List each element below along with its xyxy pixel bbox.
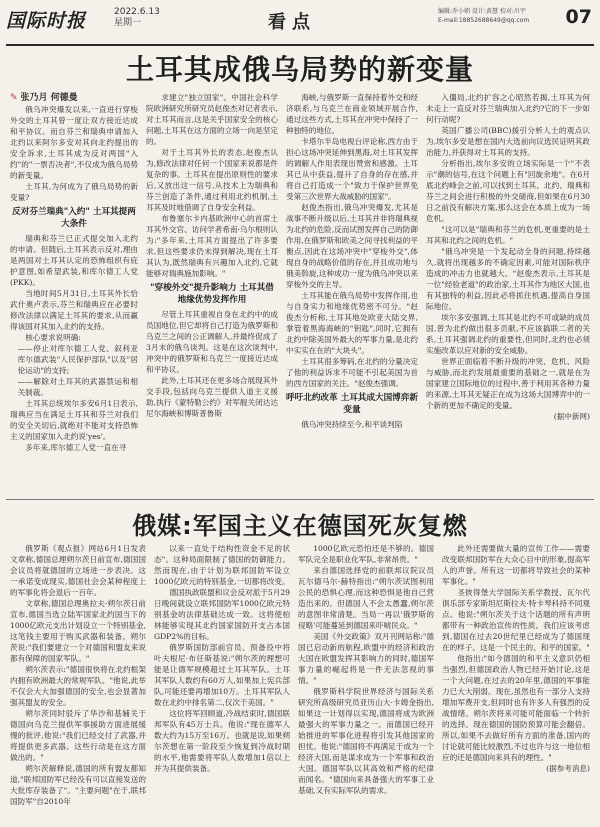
col-paras: [286, 419, 418, 430]
article2-column-1: [10, 543, 146, 823]
paragraph: "这可以是"瑞典和芬兰的危机,更重要的是土耳其和北约之间的危机。": [426, 225, 590, 245]
col-paras: [10, 543, 146, 807]
paragraph: 朔尔茨解释说,德国的所有盟友都知道,"联邦国防军已经没有可以直接发送的大批库存装备了"。"主要问题"在于,联邦国防军"自2010年: [10, 764, 146, 806]
issue-date: [114, 7, 160, 29]
paragraph: 此外还需要做大量的宣传工作——需要改变联邦国防军在大众心目中的形象,提高军人的声誉。所有这一切都将导致社会的某种军事化。": [442, 544, 590, 586]
paragraph: 他指出:"如今德国的和平主义意识仍相当强烈,但德国政治人物已经开始讨论,这是一个大问题,在过去的20年里,德国的军事能力已大大削弱。现在,虽然也有一部分人支持增加军费开支,但同时也有许多人有强烈的反战情绪。朔尔茨将来可能可能面临一个转折的选择。现在德国的国防预算可能会翻倍。所以,如果不去做好所有方面的准备,国内的讨论就可能比较激烈,不过也许与这一地位相应的还是德国向来具有的理性。": [442, 654, 590, 762]
paragraph: 文章称,德国总理奥拉夫·朔尔茨日前宣布,德国当选立陆军国家北约国当下的1000亿欧元支出计划设立一个特别基金,这笔钱主要用于购买武器和装备。朔尔茨说:"我们要建立一个对德国和盟友来说都有保障的国家军队。": [10, 599, 146, 663]
newspaper-logo: 国际时报: [6, 10, 87, 32]
col-paras: [10, 233, 138, 453]
source-note: (据中新网): [553, 412, 590, 421]
col-paras: [298, 543, 434, 796]
paragraph: 分析指出,埃尔多安的立场实际是一个"不表示"潮的信号,在这个问题上有"回旋余地"。在6月底北约峰会之前,可以找到土耳其、北约、瑞典和芬兰之间会进行积极的外交磋商,但如果在6月30日之前没有解决方案,那么这会在本质上成为一场危机。: [426, 159, 590, 223]
paragraph: 海峡,与俄罗斯一直保持着外交和经济联系,与乌克兰在商业领域开展合作,通过这些方式,土耳其在冲突中保持了一种独特的地位。: [286, 93, 418, 135]
paragraph: 土耳其很多筹码,在北约的分量决定了他的利益诉求不可能不引起美国为首的西方国家的关注。"赵俊杰强调。: [286, 357, 418, 388]
article1-headline: 土耳其成俄乌局势的新变量: [125, 53, 474, 86]
paragraph: 世界正面临着不断升级的冲突、危机、风险与威胁,而北约发展最重要的基础之一,就是在为国家建立国际地位的过程中,善于利用其各种力量的来源,土耳其无疑正在成为这场大国博弈中的一个新的更加不确定的变量。: [426, 357, 590, 410]
paragraph: 赵俊杰指出,俄乌冲突爆发,尤其是战事不断升级以后,土耳其并非将瑞典视为北约的危险,反而试图发挥自己的防御作用,在俄罗斯和欧美之间寻找利益的平衡点,因此在这场冲突中"穿梭外交",体现自身的战略价值的存在,并且成功地与俄美斡旋,这种成功一度为俄乌冲突以来穿梭外交的主导。: [286, 203, 418, 289]
article1-column-4: [426, 92, 590, 494]
col-paras: [442, 543, 590, 763]
article2-column-4: [442, 543, 590, 823]
col-paras: [10, 104, 138, 203]
section-label: 看点: [268, 12, 316, 33]
paragraph: 1000亿欧元恐怕还是不够的。德国军队完全是职业化军队,非常昂贵。": [298, 544, 434, 564]
paragraph: 来自德国选择党的前联邦议院议员瓦尔德马尔·赫特指出:"朔尔茨试图利用公民的恐惧心理,而这种恐惧是他自己营造出来的。但德国人不会太愚蠢,朔尔茨的意图非常清楚。当局一再以'俄罗斯的侵略'可能蔓延到德国来吓唬民众。": [298, 566, 434, 630]
paragraph: 美国《外交政策》双月刊网站称:"德国已启动新的航程,欧盟中的经济和政治大国在欧盟发挥其影响力的同时,德国军事力量的崛起将是一件无法忽视的事情。": [298, 632, 434, 685]
paragraph: 核心要求说明确:: [25, 333, 81, 342]
article2-column-3: [298, 543, 434, 823]
paragraph: 德国执政联盟和议会反对派于5月29日晚间就设立联邦国防军1000亿欧元特别基金的法律基础达成一致。这将使柏林能够实现其北约国家国防开支占本国GDP2%的目标。: [154, 588, 290, 641]
paragraph: 以来一直处于结构性资金不足的状态"。这种局面限制了德国的防御能力。然而现在,由于计划为联邦国防军设立1000亿欧元的特别基金,一切都将改变。: [154, 544, 290, 586]
article2-headline: 俄媒:军国主义在德国死灰复燃: [132, 512, 468, 540]
page-number: 07: [565, 6, 592, 28]
col-paras: [426, 92, 590, 411]
article2-column-2: [154, 543, 290, 823]
paragraph: 朔尔茨表示:"德国很快将在北约框架内拥有欧洲最大的常规军队。"他说,此举不仅会大大加强德国的安全,也会显著加强其盟友的安全。: [10, 665, 146, 707]
section-divider: [6, 499, 594, 500]
paragraph: 入僵局,北约扩容之心昭然若揭,土耳其为何未走上一直反对芬兰瑞典加入北约?它的下一步如何行动呢?: [426, 93, 590, 124]
col-paras: [146, 92, 278, 279]
paragraph: 俄罗斯《观点报》网站6月1日发表文章称,德国总理朔尔茨日前宣布,德国国会议员将就德国的立场进一步表决。这一承诺变成现实,德国社会会某种程度上的军事化将会退后一百年。: [10, 544, 146, 597]
col-paras: [146, 309, 278, 419]
paragraph: 朔尔茨同时驳斥了华沙和基辅关于德国向乌克兰提供军事援助方面进展缓慢的批评,他说:"我们已经交付了武器,并将提供更多武器。这些行动是在这方面做出的。": [10, 709, 146, 762]
paragraph: 土耳其能在俄乌局势中发挥作用,也与自身实力和地缘优势密不可分。"赵俊杰分析称,土耳其地处欧亚大陆交界,掌管着黑海海峡的"钥匙",同时,它拥有北约中除美国外最大的军事力量,是北约中实实在在的"大块头"。: [286, 291, 418, 355]
article1-column-3: [286, 92, 418, 494]
paragraph: 多年来,库尔德工人党一直在寻: [25, 443, 127, 452]
editor-line: 编辑:乔小朝 设计:黄慧 校对:川宇: [438, 8, 526, 15]
col-paras: [154, 543, 290, 774]
paragraph: 圣彼得堡大学国际关系学教授、瓦尔代俱乐部专家斯坦尼斯拉夫·特卡琴科持不同观点。他说:"朔尔茨关于这个话题的所有声明都带有一种政治宣传的性质。我们应该考虑到,德国在过去20世纪里已经成为了德国现在的样子。这是一个民主的、和平的国家。": [442, 588, 590, 652]
subheading: 反对芬兰瑞典"入约" 土耳其提两大条件: [12, 207, 136, 229]
paragraph: 此外,土耳其还在更多场合展现其外交手段,包括向乌克兰提供人道主义援助,执行《蒙特勒公约》对军舰关闭达达尼尔海峡和博斯普鲁斯: [146, 376, 278, 418]
subheading: "穿梭外交"提升影响力 土耳其借地缘优势发挥作用: [150, 283, 274, 305]
article1-column-1: [10, 104, 138, 494]
article1-column-2: [146, 92, 278, 494]
col-paras: [286, 92, 418, 389]
paragraph: 瑞典和芬兰已正式提交加入北约的申请。但随后,土耳其表示反对,理由是两国对土耳其认定的恐怖组织有庇护意图,如希望武装,和库尔德工人党(PKK)。: [10, 234, 138, 287]
paragraph: ——解除对土耳其的武器禁运和相关制裁。: [17, 377, 138, 397]
paragraph: 俄罗斯科学院世界经济与国际关系研究所高级研究员亚历山大·卡姆金指出,如果这一计划得以实现,德国将成为欧洲最强大的军事力量之一。而德国已经开始推进的军事化进程将引发其他国家的担忧。他说:"德国将不再满足于成为一个经济大国,而是谋求成为一个军事和政治大国。德国军队以其高效和严格的纪律而闻名。"德国向来具备强大的军事工业基础,又有实际军队的需求。: [298, 687, 434, 795]
masthead: [6, 4, 594, 46]
paragraph: ——停止对库尔德工人党、叙利亚库尔德武装"人民保护部队"以及"居伦运动"的支持;: [17, 344, 138, 375]
editor-info: [438, 7, 566, 25]
paragraph: 俄乌冲突爆发以来,一直进行穿梭外交的土耳其曾一度让双方接近达成和平协议。而自芬兰和瑞典申请加入北约以来阿尔多安对其向北约提出的安全诉求,土耳其成为反对两国"入约"的"一票否决者",不仅成为俄乌局势的新变量。: [10, 105, 138, 180]
paragraph: 俄乌冲突持续至今,和平谈判陷: [301, 420, 403, 429]
paragraph: 英国广播公司(BBC)援引分析人士的观点认为,埃尔多安是想在国内大选前向议选民证明其政治能力,并获得对土耳其的支持。: [426, 126, 590, 157]
paragraph: 求建立"独立国家"。中国社会科学院欧洲研究所研究员赵俊杰对记者表示,对土耳其而言,这是关乎国家安全的核心问题,土耳其在这方面的立场一向是坚定的。: [146, 93, 278, 146]
paragraph: 土耳其,为何成为了俄乌局势的新变量?: [10, 182, 138, 202]
date-text: 2022.6.13: [114, 7, 160, 17]
weekday-text: 星期一: [114, 18, 142, 28]
source-note: (据参考消息): [546, 764, 590, 773]
paragraph: 卡塔尔半岛电视台评论称,西方由于担心这场冲突延伸到黑海,对土耳其发挥的调解人作用表现出赞赏和感激。土耳其已从中获益,提升了自身的存在感,并将自己打造成一个"致力于保护世界免受第三次世界大战威胁的国家"。: [286, 137, 418, 201]
paragraph: 尽管土耳其重视自身在北约中的成员国地位,但它却将自己打造为俄罗斯和乌克兰之间的公正调解人,并最终促成了3月末的俄乌谈判。这是在这次谈判中,冲突中的俄罗斯和乌克兰一度接近达成和平协议。: [146, 310, 278, 374]
pen-icon: ✎: [10, 93, 18, 103]
paragraph: 当地时间5月31日,土耳其外长恰武什奥卢表示,芬兰和瑞典应在必要时修改法律以满足土耳其的要求,从而赢得该国对其加入北约的支持。: [10, 289, 138, 331]
editor-email: E-mail:18852688649@qq.com: [438, 17, 530, 24]
paragraph: 埃尔多安强调,土耳其是北约不可或缺的成员国,曾为北约做出很多贡献,不应该搞联二者的关系,土耳其强调北约的重要性,但同时,北约也必须实施改革以应对新的安全威胁。: [426, 313, 590, 355]
article1-byline: [10, 90, 78, 103]
paragraph: 布鲁塞尔卡内基欧洲中心的首席土耳其外交官、访问学者希南·乌尔根则认为:"多年来,土耳其方面提出了许多要求,但这些要求仍未得到解决,现在土耳其认为,既然瑞典有兴趣加入北约,它就能够对瑞典施加影响。": [146, 214, 278, 278]
paragraph: 土耳其总统埃尔多安6月1日表示,瑞典应当在满足土耳其和芬兰对我们的安全关切后,就绝对不能对支持恐怖主义的国家加入北约说'yes'。: [10, 399, 138, 441]
byline-text: 张乃月 何德曼: [20, 93, 78, 103]
subheading: 呼吁北约改革 土耳其成大国博弈新变量: [286, 393, 418, 415]
paragraph: 对于土耳其外长的表态,赵俊杰认为,修改法律对任何一个国家来说都是件复杂的事。土耳其在提出原则性的要求后,又放出这一信号,从技术上为瑞典和芬兰创造了条件,通过利用北约机制,土耳其及时地借调了自身安全利益。: [146, 148, 278, 212]
paragraph: 俄罗斯国防部前官员、预备役中将叶夫根尼·布任斯基说:"朔尔茨的理想可能是让德军规模超过土耳其军队。土耳其军队人数约有60万人,如果加上宪兵部队,可能还要再增加10万。土耳其军队人数在北约中排名第二,仅次于美国。": [154, 643, 290, 707]
paragraph: "俄乌冲突是一个发起动全身的问题,持续越久,就将出现越多的不确定因素,可能对国际秩序造成的冲击力也就越大。"赵俊杰表示,土耳其是一位"经验老道"的政治家,土耳其作为地区大国,也有其独特的利益,因此必将抓住机遇,提高自身国际地位。: [426, 247, 590, 311]
paragraph: 这位将军回顾道,冷战结束时,德国联邦军队有45万士兵。他说:"现在德军人数大约为15万至16万。也就是说,如果朔尔茨想在第一阶段至少恢复到冷战时期的水平,他需要将军队人数增加1倍以上并为其提供装备。: [154, 709, 290, 773]
